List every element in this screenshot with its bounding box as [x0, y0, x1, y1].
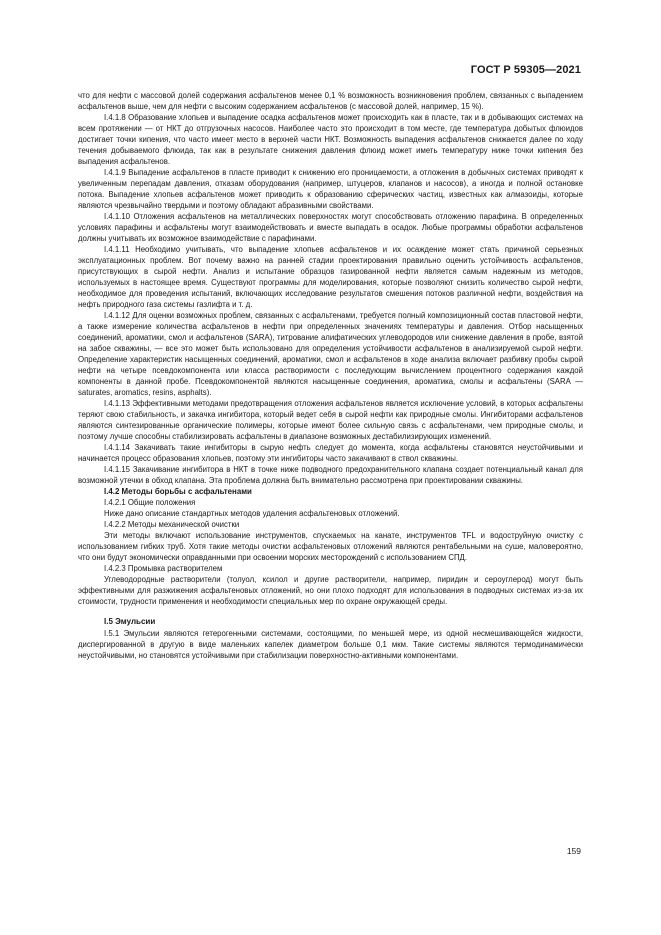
subheading-i-4-2-2: I.4.2.2 Методы механической очистки [104, 520, 240, 529]
paragraph-i-4-1-13: I.4.1.13 Эффективными методами предотвращения отложения асфальтенов является исключение условий, в которых асфальтены теряют свою стабильность, и закачка ингибитора, который ведет себя в сырой нефти как природные смолы. Ингибиторами асфальтенов являются синтезированные органические полимеры, которые имеют более сильную связь с асфальтенами, чем природные смолы, и поэтому лучше способны стабилизировать асфальтены в диапазоне возможных дестабилизирующих изменений. [78, 399, 583, 441]
subheading-i-4-2-3: I.4.2.3 Промывка растворителем [104, 564, 223, 573]
paragraph-i-4-1-15: I.4.1.15 Закачивание ингибитора в НКТ в точке ниже подводного предохранительного клапана создает потенциальный канал для возможной утечки в обход клапана. Эта проблема должна быть внимательно рассмотрена при проектировании скважины. [78, 465, 583, 485]
paragraph-i-4-2-1: Ниже дано описание стандартных методов удаления асфальтеновых отложений. [104, 509, 400, 518]
paragraph-i-4-2-2: Эти методы включают использование инструментов, спускаемых на канате, инструментов TFL и водоструйную очистку с использованием гибких труб. Хотя такие методы очистки асфальтеновых отложений являются рентабельными на суше, маловероятно, что они будут экономически оправданными при освоении морских месторождений с использованием СПД. [78, 531, 583, 562]
paragraph-i-4-1-12: I.4.1.12 Для оценки возможных проблем, связанных с асфальтенами, требуется полный композиционный состав пластовой нефти, а также измерение количества асфальтенов в нефти при определенных значениях температуры и давления. Отбор насыщенных соединений, ароматики, смол и асфальтенов (SARA), титрование алифатических углеводородов или снижение давления в пробе, взятой на забое скважины, — все это может быть использовано для определения устойчивости асфальтенов в анализируемой сырой нефти. Определение характеристик насыщенных соединений, ароматики, смол и асфальтенов в ходе анализа включает разбивку пробы сырой нефти на четыре псевдокомпонента или класса растворимости с последующим вычислением процентного содержания каждой компоненты в данной пробе. Псевдокомпонентой являются насыщенные соединения, ароматика, смолы и асфальтены (SARA — saturates, aromatics, resins, asphalts). [78, 311, 583, 397]
paragraph-i-4-1-14: I.4.1.14 Закачивать такие ингибиторы в сырую нефть следует до момента, когда асфальтены становятся неустойчивыми и начинается процесс образования хлопьев, поэтому эти ингибиторы часто закачивают в ствол скважины. [78, 443, 583, 463]
section-heading-i-4-2: I.4.2 Методы борьбы с асфальтенами [104, 487, 252, 496]
document-id-header: ГОСТ Р 59305—2021 [470, 64, 581, 76]
page-body [78, 90, 583, 661]
paragraph-i-4-1-11: I.4.1.11 Необходимо учитывать, что выпадение хлопьев асфальтенов и их осаждение может стать причиной серьезных эксплуатационных проблем. Вот почему важно на ранней стадии проектирования правильно оценить устойчивость асфальтенов, присутствующих в сырой нефти. Анализ и испытание образцов газированной нефти является самым надежным из методов, используемых в настоящее время. Существуют программы для моделирования, которые позволяют снизить количество сырой нефти, необходимое для проведения испытаний, включающих исследование результатов смешения потоков различной нефти, воздействия на нефть природного газа системы газлифта и т. д. [78, 245, 583, 309]
paragraph-i-4-1-9: I.4.1.9 Выпадение асфальтенов в пласте приводит к снижению его проницаемости, а отложения в добычных системах приводят к увеличенным перепадам давления, отказам оборудования (например, штуцеров, клапанов и насосов), а иногда и полной остановке потока. Выпадение хлопьев асфальтенов может приводить к образованию сферических частиц, известных как алмазоиды, которые являются чрезвычайно твердыми и поэтому обладают абразивными свойствами. [78, 168, 583, 210]
paragraph-continuation: что для нефти с массовой долей содержания асфальтенов менее 0,1 % возможность возникновения проблем, связанных с выпадением асфальтенов выше, чем для нефти с высоким содержанием асфальтенов (с массовой долей, например, 15 %). [78, 91, 583, 111]
section-heading-i-5: I.5 Эмульсии [104, 617, 156, 626]
subheading-i-4-2-1: I.4.2.1 Общие положения [104, 498, 196, 507]
page-number: 159 [566, 846, 581, 856]
paragraph-i-4-2-3: Углеводородные растворители (толуол, ксилол и другие растворители, например, пиридин и сероуглерод) могут быть эффективными для разжижения асфальтеновых отложений, но они плохо подходят для использования в подводных системах из-за их стоимости, трудности применения и необходимости специальных мер по охране окружающей среды. [78, 575, 583, 606]
paragraph-i-4-1-10: I.4.1.10 Отложения асфальтенов на металлических поверхностях могут способствовать отложению парафина. В определенных условиях парафины и асфальтены могут взаимодействовать и вместе выпадать в осадок. Любые программы обработки асфальтенов должны учитывать их возможное взаимодействие с парафинами. [78, 212, 583, 243]
paragraph-i-4-1-8: I.4.1.8 Образование хлопьев и выпадение осадка асфальтенов может происходить как в пласте, так и в добывающих системах на всем протяжении — от НКТ до отгрузочных насосов. Наиболее часто это происходит в том месте, где температура добытых флюидов достигает точки кипения, что часто имеет место в верхней части НКТ. Возможность выпадения асфальтенов снижается далее по ходу течения добываемого флюида, так как в результате снижения давления флюид может иметь температуру ниже точки кипения без выпадения асфальтенов. [78, 113, 583, 166]
paragraph-i-5-1: I.5.1 Эмульсии являются гетерогенными системами, состоящими, по меньшей мере, из одной несмешивающейся жидкости, диспергированной в другую в виде маленьких капелек диаметром больше 0,1 мкм. Такие системы являются термодинамически неустойчивыми, но становятся устойчивыми при стабилизации поверхностно-активными компонентами. [78, 629, 583, 660]
